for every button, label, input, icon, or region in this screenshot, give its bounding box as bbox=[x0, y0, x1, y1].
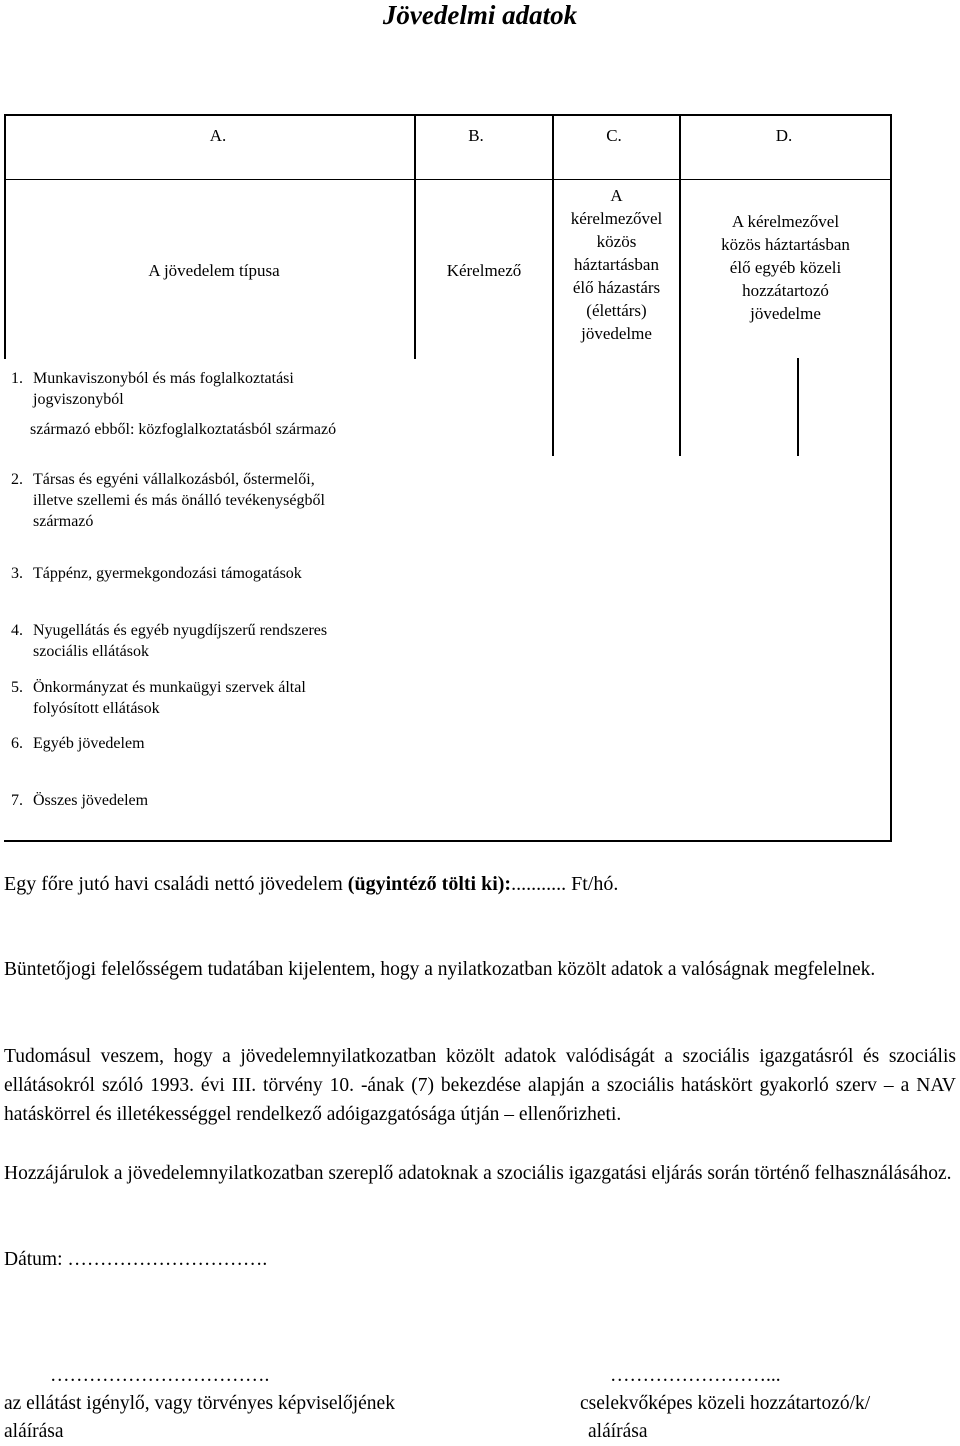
declaration-paragraph: Büntetőjogi felelősségem tudatában kijelentem, hogy a nyilatkozatban közölt adatok a valóságnak megfelelnek. bbox=[4, 959, 876, 980]
row-4-pension: 4. Nyugellátás és egyéb nyugdíjszerű rendszeres szociális ellátások bbox=[11, 622, 328, 660]
signature-line: ……………………... bbox=[610, 1365, 781, 1386]
col-letter-b: B. bbox=[468, 126, 484, 145]
table-border-left bbox=[4, 114, 6, 359]
acknowledgement-paragraph: Tudomásul veszem, hogy a jövedelemnyilatkozatban közölt adatok valódiságát a szociális igazgatásról és szociális ellátásokról szóló 1993. évi III. törvény 10. -ának (7) bekezdése alapján a szociális hatáskört gyakorló szerv – a NAV hatáskörrel és illetékességgel rendelkező adóigazgatósága útján – ellenőrizheti. bbox=[4, 1046, 956, 1125]
signature-line: ……………………………. bbox=[50, 1365, 270, 1386]
table-col-divider-1 bbox=[414, 114, 416, 359]
date-field: Dátum: …………………………. bbox=[4, 1249, 268, 1270]
per-capita-income-line: Egy főre jutó havi családi nettó jövedelem (ügyintéző tölti ki):........... Ft/hó. bbox=[4, 873, 619, 895]
row-1-public-work: származó ebből: közfoglalkoztatásból származó bbox=[30, 421, 337, 438]
row-2-enterprise: 2. Társas és egyéni vállalkozásból, őstermelői, illetve szellemi és más önálló tevékenységből származó bbox=[11, 471, 325, 530]
signature-relative: ……………………... cselekvőképes közeli hozzátartozó/k/ aláírása bbox=[580, 1362, 870, 1446]
consent-paragraph: Hozzájárulok a jövedelemnyilatkozatban szereplő adatoknak a szociális igazgatási eljárás során történő felhasználásához. bbox=[4, 1163, 952, 1184]
table-col-divider-4 bbox=[797, 358, 799, 456]
col-letter-a: A. bbox=[209, 126, 227, 145]
row-6-other: 6. Egyéb jövedelem bbox=[11, 735, 145, 752]
signature-applicant: ……………………………. az ellátást igénylő, vagy törvényes képviselőjének aláírása bbox=[4, 1362, 395, 1446]
income-table bbox=[4, 114, 892, 842]
row-7-total: 7. Összes jövedelem bbox=[11, 792, 149, 809]
header-income-type: A jövedelem típusa bbox=[148, 261, 280, 280]
row-3-sick-pay: 3. Táppénz, gyermekgondozási támogatások bbox=[11, 565, 302, 582]
header-relative-income: A kérelmezővel közös háztartásban élő egyéb közeli hozzátartozó jövedelme bbox=[721, 212, 850, 323]
table-border-right bbox=[890, 114, 892, 842]
page-title: Jövedelmi adatok bbox=[382, 0, 578, 30]
row-1-employment: 1. Munkaviszonyból és más foglalkoztatási jogviszonyból bbox=[11, 370, 294, 408]
header-applicant: Kérelmező bbox=[446, 261, 522, 280]
col-letter-d: D. bbox=[775, 126, 793, 145]
table-letter-row-divider bbox=[4, 179, 892, 180]
table-border-bottom bbox=[4, 840, 892, 842]
header-spouse-income: A kérelmezővel közös háztartásban élő házastárs (élettárs) jövedelme bbox=[570, 186, 663, 343]
table-border-top bbox=[4, 114, 892, 116]
col-letter-c: C. bbox=[606, 126, 622, 145]
row-5-municipal: 5. Önkormányzat és munkaügyi szervek által folyósított ellátások bbox=[11, 679, 306, 717]
